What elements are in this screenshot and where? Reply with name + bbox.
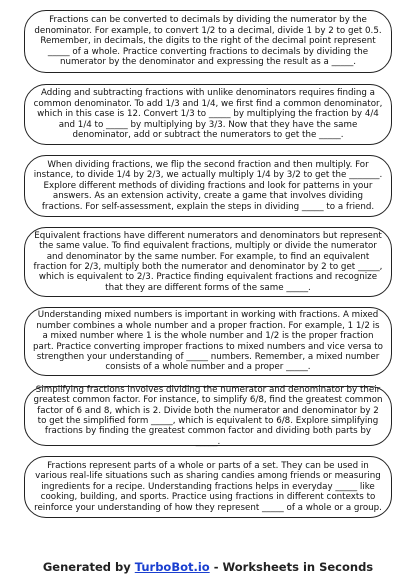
worksheet-card-4 (24, 227, 392, 297)
worksheet-paragraph-3: When dividing fractions, we flip the second fraction and then multiply. For instance, to divide 1/4 by 2/3, we actually multiply 1/4 by 3/2 to get the _______. Explore different methods of dividing fractions and look for patterns in your answers. As an extension activity, create a game that involves dividing fractions. For self-assessment, explain the steps in dividing _____ to a friend. (33, 159, 383, 212)
worksheet-paragraph-7: Fractions represent parts of a whole or parts of a set. They can be used in various real-life situations such as sharing candies among friends or measuring ingredients for a recipe. Understanding fractions helps in everyday _____ like cooking, building, and sports. Practice using fractions in different contexts to reinforce your understanding of how they represent _____ of a whole or a group. (34, 460, 382, 513)
footer-prefix: Generated by (42, 560, 135, 574)
worksheet-paragraph-2: Adding and subtracting fractions with unlike denominators requires finding a common denominator. To add 1/3 and 1/4, we first find a common denominator, which in this case is 12. Convert 1/3 to _____ by multiplying the fraction by 4/4 and 1/4 to _____ by multiplying by 3/3. Now that they have the same denominator, add or subtract the numerators to get the _____. (33, 88, 383, 141)
turbobot-link[interactable]: TurboBot.io (134, 560, 210, 574)
worksheet-card-5 (24, 307, 392, 376)
worksheet-card-6 (24, 386, 392, 446)
worksheet-card-3 (24, 155, 392, 217)
worksheet-card-7 (24, 456, 392, 518)
worksheet-paragraph-1: Fractions can be converted to decimals by dividing the numerator by the denominator. For example, to convert 1/2 to a decimal, divide 1 by 2 to get 0.5. Remember, in decimals, the digits to the right of the decimal point represent _____ of a whole. Practice converting fractions to decimals by dividing the numerator by the denominator and expressing the result as a _____. (34, 15, 382, 68)
worksheet-paragraph-5: Understanding mixed numbers is important in working with fractions. A mixed number combines a whole number and a proper fraction. For example, 1 1/2 is a mixed number where 1 is the whole number and 1/2 is the proper fraction part. Practice converting improper fractions to mixed numbers and vice versa to strengthen your understanding of _____ numbers. Remember, a mixed number consists of a whole number and a proper _____. (33, 310, 383, 373)
worksheet-card-1 (24, 10, 392, 73)
worksheet-paragraph-6: Simplifying fractions involves dividing the numerator and denominator by their greatest common factor. For instance, to simplify 6/8, find the greatest common factor of 6 and 8, which is 2. Divide both the numerator and denominator by 2 to get the simplified form _____, which is equivalent to 6/8. Explore simplifying fractions by finding the greatest common factor and dividing both parts by _____. (33, 384, 383, 447)
footer-suffix: - Worksheets in Seconds (209, 560, 374, 574)
worksheet-card-2 (24, 84, 392, 145)
footer (0, 560, 416, 574)
worksheet-paragraph-4: Equivalent fractions have different numerators and denominators but represent the same value. To find equivalent fractions, multiply or divide the numerator and denominator by the same number. For example, to find an equivalent fraction for 2/3, multiply both the numerator and denominator by 2 to get _____, which is equivalent to 2/3. Practice finding equivalent fractions and recognize that they are different forms of the same _____. (33, 230, 383, 293)
